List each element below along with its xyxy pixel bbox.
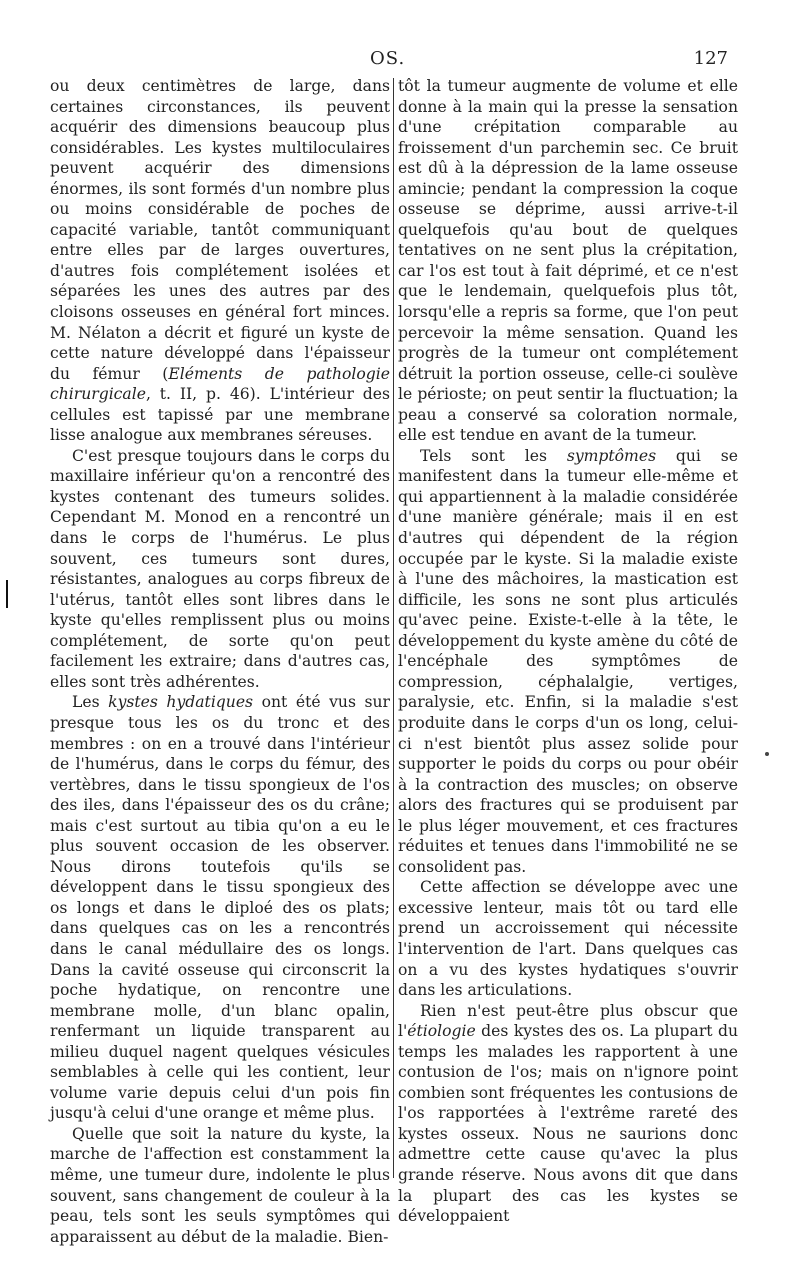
paragraph (398, 446, 738, 877)
margin-mark (6, 580, 8, 608)
italic-term: étiologie (407, 1022, 476, 1041)
text-run: des kystes des os. La plupart du temps les malades les rapportent à une contusion de l'os; mais on n'ignore point combien sont fréquentes les contusions de l'os rapportées à l'extrême rareté des kystes osseux. Nous ne saurions donc admettre cette cause qu'avec la plus grande réserve. Nous avons dit que dans la plupart des cas les kystes se développaient (398, 1022, 738, 1226)
italic-term: symptômes (566, 446, 657, 465)
text-run: ont été vus sur presque tous les os du tronc et des membres : on en a trouvé dans l'intérieur de l'humérus, dans le corps du fémur, des vertèbres, dans le tissu spongieux de l'os des iles, dans l'épaisseur des os du crâne; mais c'est surtout au tibia qu'on a eu le plus souvent occasion de les observer. Nous dirons toutefois qu'ils se développent dans le tissu spongieux des os longs et dans le diploé des os plats; dans quelques cas on les a rencontrés dans le canal médullaire des os longs. Dans la cavité osseuse qui circonscrit la poche hydatique, on rencontre une membrane molle, d'un blanc opalin, renfermant un liquide transparent au milieu duquel nagent quelques vésicules semblables à celle qui les contient, leur volume varie depuis celui d'un pois fin jusqu'à celui d'une orange et même plus. (50, 693, 390, 1123)
italic-term: kystes hydatiques (108, 693, 254, 712)
text-run: Les (72, 693, 109, 712)
text-run: Tels sont les (420, 446, 567, 465)
paragraph (398, 1001, 738, 1227)
paragraph (50, 446, 390, 693)
text-run: C'est presque toujours dans le corps du maxillaire inférieur qu'on a rencontré des kystes contenant des tumeurs solides. Cependant M. Monod en a rencontré un dans le corps de l'humérus. Le plus souvent, ces tumeurs sont dures, résistantes, analogues au corps fibreux de l'utérus, tantôt elles sont libres dans le kyste qu'elles remplissent plus ou moins complétement, de sorte qu'on peut facilement les extraire; dans d'autres cas, elles sont très adhérentes. (50, 446, 390, 691)
text-run: Cette affection se développe avec une excessive lenteur, mais tôt ou tard elle prend un accroissement qui nécessite l'intervention de l'art. Dans quelques cas on a vu des kystes hydatiques s'ouvrir dans les articulations. (398, 878, 738, 1000)
margin-dot (765, 752, 769, 756)
text-run: tôt la tumeur augmente de volume et elle donne à la main qui la presse la sensation d'une crépitation comparable au froissement d'un parchemin sec. Ce bruit est dû à la dépression de la lame osseuse amincie; pendant la compression la coque osseuse se déprime, aussi arrive-t-il quelquefois qu'au bout de quelques tentatives on ne sent plus la crépitation, car l'os est tout à fait déprimé, et ce n'est que le lendemain, quelquefois plus tôt, lorsqu'elle a repris sa forme, que l'on peut percevoir la même sensation. Quand les progrès de la tumeur ont complétement détruit la portion osseuse, celle-ci soulève le périoste; on peut sentir la fluctuation; la peau a conservé sa coloration normale, elle est tendue en avant de la tumeur. (398, 77, 738, 445)
column-divider (393, 78, 394, 1178)
text-run: Rien n'est peut-être plus obscur que l' (398, 1001, 738, 1041)
italic-term: Eléments de pathologie chirurgicale (50, 364, 390, 404)
running-head (0, 48, 800, 72)
text-run: Quelle que soit la nature du kyste, la marche de l'affection est constamment la même, une tumeur dure, indolente le plus souvent, sans changement de couleur à la peau, tels sont les seuls symptômes qui apparaissent au début de la maladie. Bien- (50, 1124, 390, 1246)
paragraph-continuation (50, 76, 390, 446)
paragraph-continuation (398, 76, 738, 446)
paragraph (50, 692, 390, 1123)
running-title: OS. (370, 48, 406, 69)
text-run: qui se manifestent dans la tumeur elle-même et qui appartiennent à la maladie considérée d'une manière générale; mais il en est d'autres qui dépendent de la région occupée par le kyste. Si la maladie existe à l'une des mâchoires, la mastication est difficile, les sons ne sont plus articulés qu'avec peine. Existe-t-elle à la tête, le développement du kyste amène du côté de l'encéphale des symptômes de compression, céphalalgie, vertiges, paralysie, etc. Enfin, si la maladie s'est produite dans le corps d'un os long, celui-ci n'est bientôt plus assez solide pour supporter le poids du corps ou pour obéir à la contraction des muscles; on observe alors des fractures qui se produisent par le plus léger mouvement, et ces fractures réduites et tenues dans l'immobilité ne se consolident pas. (398, 446, 738, 876)
page-number: 127 (693, 48, 728, 69)
text-run: ou deux centimètres de large, dans certaines circonstances, ils peuvent acquérir des dimensions beaucoup plus considérables. Les kystes multiloculaires peuvent acquérir des dimensions énormes, ils sont formés d'un nombre plus ou moins considérable de poches de capacité variable, tantôt communiquant entre elles par de larges ouvertures, d'autres fois complétement isolées et séparées les unes des autres par des cloisons osseuses en général fort minces. M. Nélaton a décrit et figuré un kyste de cette nature développé dans l'épaisseur du fémur ( (50, 77, 390, 383)
right-column (398, 76, 738, 1227)
paragraph (50, 1124, 390, 1247)
left-column (50, 76, 390, 1247)
paragraph (398, 877, 738, 1000)
text-run: , t. II, p. 46). L'intérieur des cellules est tapissé par une membrane lisse analogue aux membranes séreuses. (50, 385, 390, 445)
